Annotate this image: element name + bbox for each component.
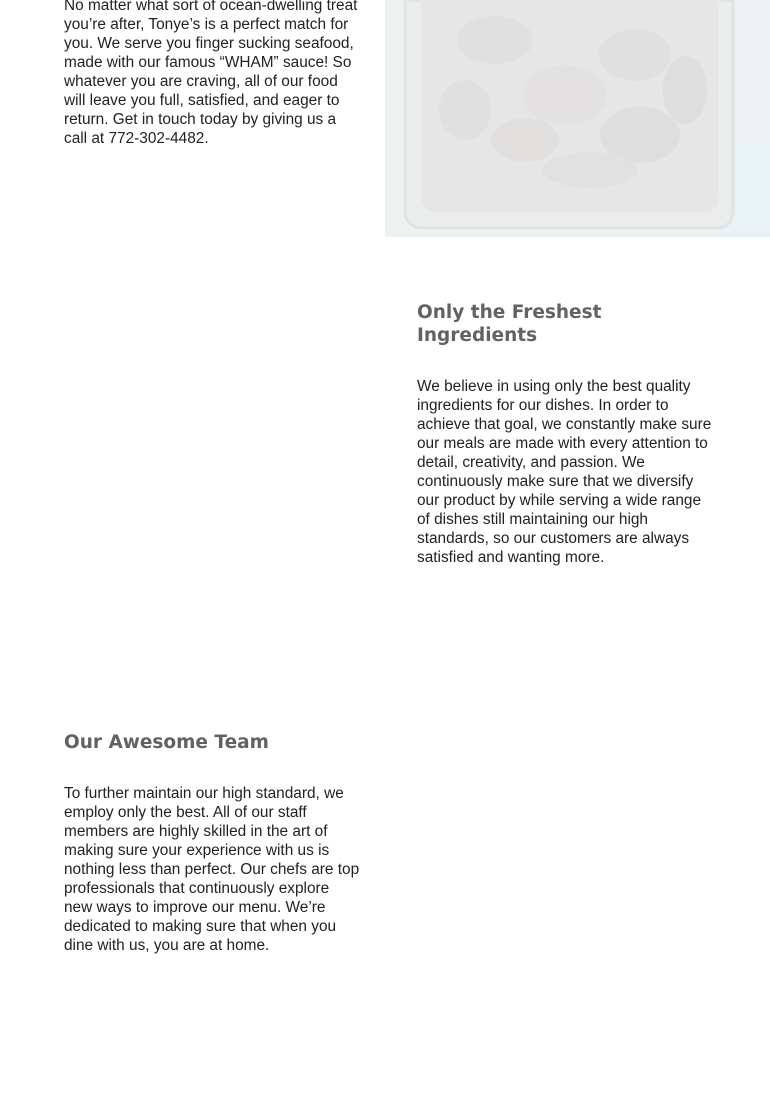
fresh-ingredients-paragraph: We believe in using only the best quality ingredients for our dishes. In order to achieve that goal, we constantly make sure our meals are made with every attention to detail, creativity, and passion. We continuously make sure that we diversify our product by while serving a wide range of dishes still maintaining our high standards, so our customers are always satisfied and wanting more. (417, 378, 712, 566)
team-paragraph: To further maintain our high standard, we employ only the best. All of our staff members are highly skilled in the art of making sure your experience with us is nothing less than perfect. Our chefs are top professionals that continuously explore new ways to improve our menu. We’re dedicated to making sure that when you dine with us, you are at home. (64, 785, 360, 954)
seafood-container-photo (385, 0, 770, 237)
team-heading: Our Awesome Team (64, 732, 269, 753)
fresh-ingredients-heading: Only the Freshest Ingredients (417, 302, 602, 346)
intro-paragraph: No matter what sort of ocean-dwelling treat you’re after, Tonye’s is a perfect match for you. We serve you finger sucking seafood, made with our famous “WHAM” sauce! So whatever you are craving, all of our food will leave you full, satisfied, and eager to return. Get in touch today by giving us a call at 772-302-4482. (64, 0, 358, 147)
